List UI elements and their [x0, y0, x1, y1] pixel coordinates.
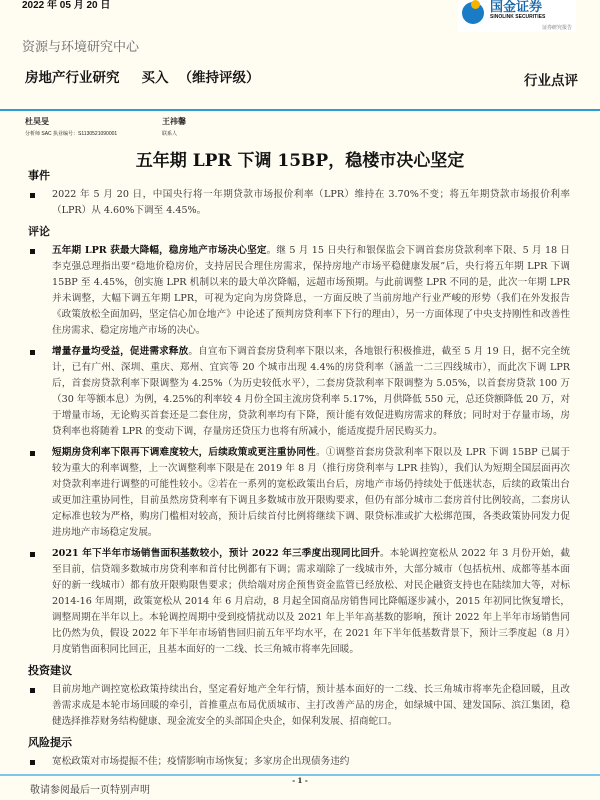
- bullet-item: [30, 445, 570, 541]
- logo-en: SINOLINK SECURITIES: [490, 14, 546, 20]
- bullet-lead: 五年期 LPR 获最大降幅，稳房地产市场决心坚定: [52, 245, 267, 256]
- sinolink-logo: [458, 0, 576, 32]
- rating-note: （维持评级）: [178, 70, 260, 86]
- bullet-item: 目前房地产调控宽松政策持续出台，坚定看好地产全年行情，预计基本面好的一二线、长三角城市将率先企稳回暖，且改善需求成是本轮市场回暖的牵引，首推重点布局优质城市、主打改善产品的房企，如绿城中国、建发国际、滨江集团，稳健选择推荐财务结构健康、现金流安全的头部国企央企，如保利发展、招商蛇口。: [30, 682, 570, 730]
- page-number: - 1 -: [292, 776, 308, 785]
- bullet-lead: 增量存量均受益，促进需求释放: [52, 346, 189, 357]
- bullet-item: 宽松政策对市场提振不佳；疫情影响市场恢复；多家房企出现债务违约: [30, 754, 570, 770]
- author-name: 王祎馨: [162, 116, 186, 126]
- author-desc: 分析师 SAC 执业编号：S1130521090001: [25, 131, 118, 137]
- bullet-item: 2022 年 5 月 20 日，中国央行将一年期贷款市场报价利率（LPR）维持在 3.70%不变；将五年期贷款市场报价利率（LPR）从 4.60%下调至 4.45%。: [30, 187, 570, 219]
- bullet-text: 。本轮调控宽松从 2022 年 3 月份开始，截至目前，信贷端多数城市房贷利率和首付比例都有下调；需求端除了一线城市外，大部分城市（包括杭州、成都等基本面好的新一线城市）都有放开限购限售要求；供给端对房企预售资金监管已经放松、对民企融资支持也在陆续加大等，对标 2014-16 年周期，政策宽松从 2014 年 6 月启动，8 月起全国商品房销售同比降幅逐步减小，2015 年初同比恢复增长，调整周期在半年以上。本轮调控周期中受到疫情扰动以及 2021 年上半年高基数的影响，预计 2022 年上半年市场销售同比仍然为负，假设 2022 年下半年市场销售回归前五年平均水平，在 2021 年下半年低基数背景下，预计三季度起（8 月）月度销售面积同比回正，且基本面好的一二线、长三角城市将率先回暖。: [52, 548, 570, 655]
- section-heading: 评论: [28, 225, 50, 238]
- bullet-item: [30, 344, 570, 440]
- report-date: 2022 年 05 月 20 日: [22, 0, 111, 11]
- bullet-lead: 2021 年下半年市场销售面积基数较小，预计 2022 年三季度出现同比回升: [52, 548, 381, 559]
- section-heading: 风险提示: [28, 736, 72, 749]
- section-heading: 事件: [28, 169, 50, 182]
- report-title: 五年期 LPR 下调 15BP，稳楼市决心坚定: [135, 151, 465, 171]
- bullet-text: 。①调整首套房贷款利率下限以及 LPR 下调 15BP 已属于较为重大的利率调整，上一次调整利率下限是在 2019 年 8 月（推行房贷利率与 LPR 挂钩），我们认为短期全国层面再次对贷款利率进行调整的可能性较小。②若在一系列的宽松政策出台后，房地产市场仍持续处于低迷状态，后续的政策出台或更加注重协同性，目前虽然房贷利率有下调且多数城市放开限购要求，但仍有部分城市二套房首付比例较高，二套房认定标准也较为严格，购房门槛相对较高，预计后续首付比例将继续下调、限贷标准或扩大松绑范围，各类政策协同发力促进房地产市场稳定发展。: [52, 447, 571, 538]
- bullet-text: 。自宣布下调首套房贷利率下限以来，各地银行积极推进，截至 5 月 19 日，据不完全统计，已有广州、深圳、重庆、郑州、宜宾等 20 个城市出现 4.4%的房贷利率（涵盖一二三四线城市），而此次下调 LPR 后，首套房贷款利率下限调整为 4.25%（为历史较低水平），二套房贷款利率下限调整为 5.05%，以首套房贷款 100 万（30 年等额本息）为例，4.25%的利率较 4 月份全国主流房贷利率 5.17%，月供降低 550 元，总还贷额降低 20 万，对于增量市场，无论购买首套还是二套住房，贷款利率均有下降，预计能有效促进购房需求的释放；同时对于存量市场，房贷利率也将随着 LPR 的变动下调，存量房还贷压力也将有所减小，能适度提升居民购买力。: [52, 346, 570, 437]
- bullet-item: [30, 546, 570, 658]
- footer-note: 敬请参阅最后一页特别声明: [30, 785, 150, 796]
- logo-cn: 国金证券: [490, 0, 543, 15]
- author-name: 杜昊旻: [25, 116, 49, 126]
- bullet-text: 。继 5 月 15 日央行和银保监会下调首套房贷款利率下限、5 月 18 日李克强总理指出要“稳地价稳房价，支持居民合理住房需求，保持房地产市场平稳健康发展”后，央行将五年期 LPR 下调 15BP 至 4.45%，创实施 LPR 机制以来的最大单次降幅，远超市场预期。与此前调整 LPR 不同的是，此次一年期 LPR 并未调整，大幅下调五年期 LPR，可视为定向为房贷降息，一方面反映了当前房地产行业严峻的形势（我们在外发报告《政策放松全面加码，坚定信心加仓地产》中论述了预判房贷利率下下行的理由），另一方面体现了中央支持刚性和改善性住房需求、稳定房地产市场的决心。: [52, 245, 570, 336]
- report-body: [30, 168, 570, 775]
- author-desc: 联系人: [162, 131, 178, 137]
- industry-rating: [25, 66, 282, 86]
- report-type: 行业点评: [524, 73, 578, 89]
- bullet-lead: 短期房贷利率下限再下调难度较大，后续政策或更注重协同性: [52, 447, 316, 458]
- bullet-item: [30, 243, 570, 339]
- header-divider: [0, 109, 600, 111]
- rating: 买入: [141, 70, 169, 86]
- logo-sub: 证券研究报告: [541, 25, 572, 31]
- research-center: 资源与环境研究中心: [22, 40, 140, 55]
- section-heading: 投资建议: [28, 664, 72, 677]
- logo-icon: [462, 2, 484, 24]
- industry: 房地产行业研究: [25, 70, 120, 86]
